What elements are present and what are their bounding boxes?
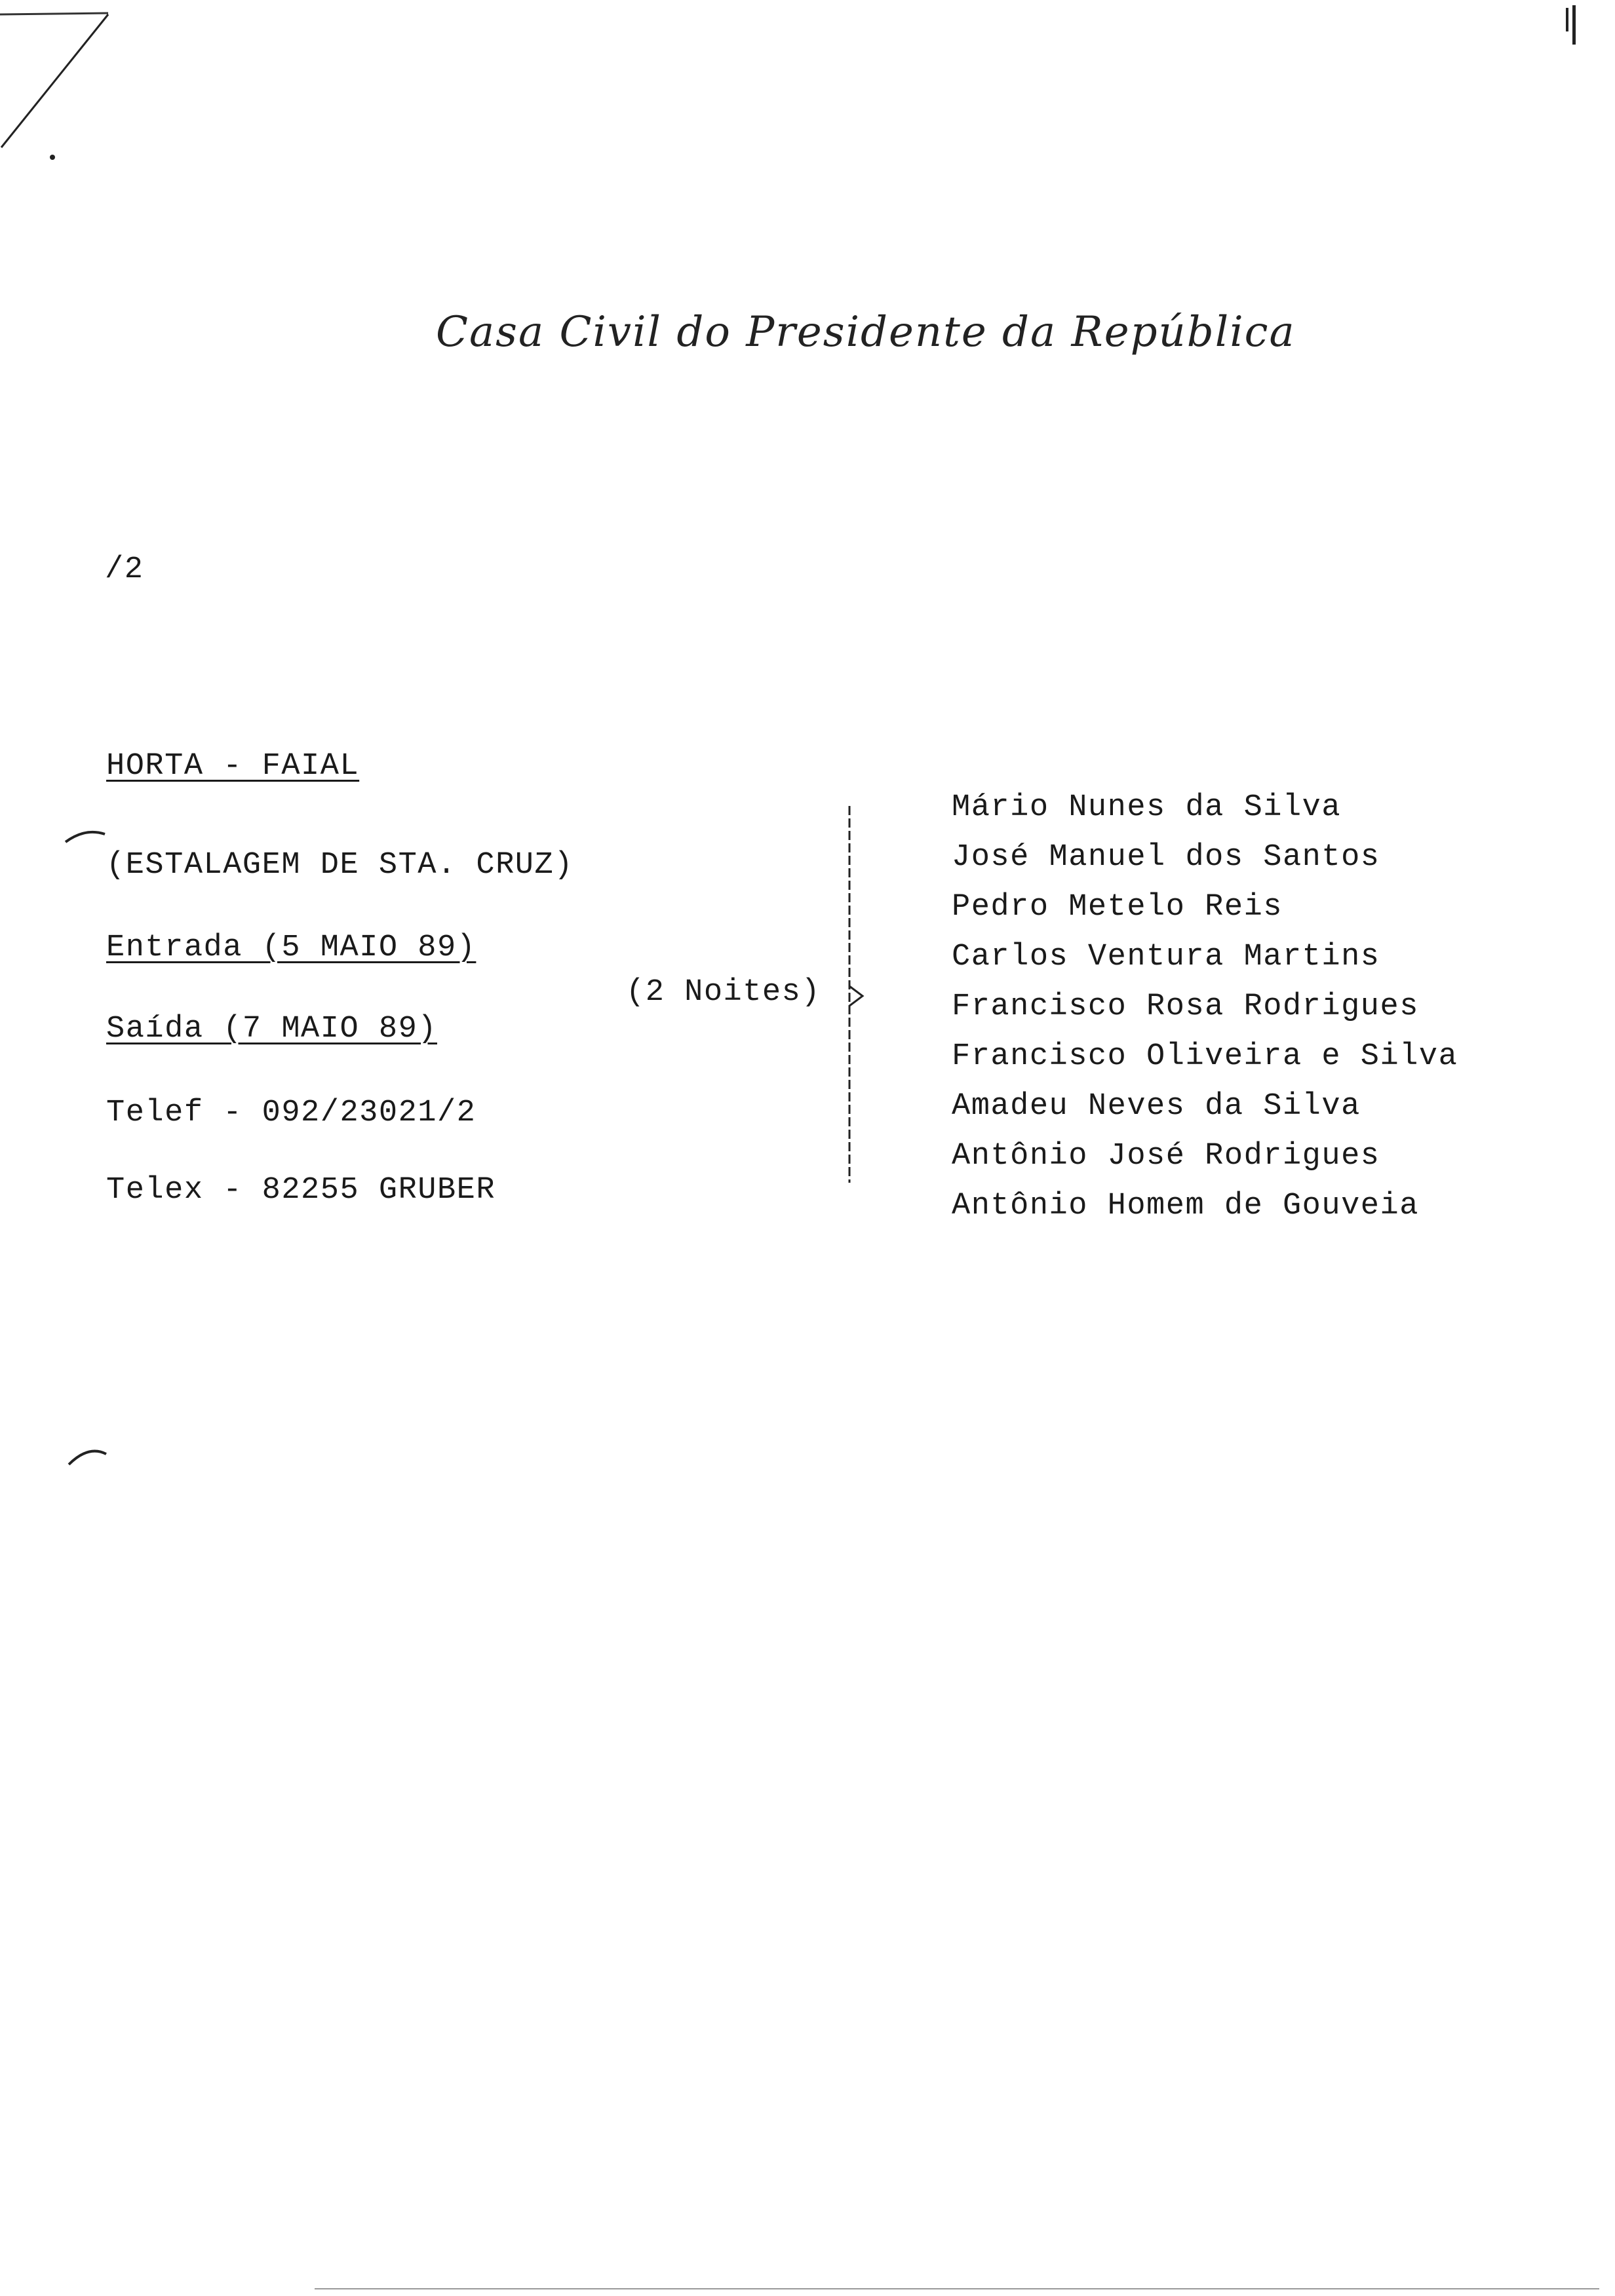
phone: Telef - 092/23021/2: [106, 1096, 477, 1130]
guest-name: José Manuel dos Santos: [952, 840, 1380, 875]
grouping-brace: [832, 806, 872, 1186]
margin-hook-mark: [66, 1438, 118, 1471]
corner-scan-mark: [0, 0, 131, 170]
letterhead-title: Casa Civil do Presidente da República: [436, 308, 1296, 356]
bottom-scan-line: [0, 2284, 1615, 2296]
guest-name: Antônio José Rodrigues: [952, 1139, 1380, 1174]
hotel-name: (ESTALAGEM DE STA. CRUZ): [106, 848, 574, 883]
guest-name: Amadeu Neves da Silva: [952, 1089, 1361, 1124]
guest-name: Mário Nunes da Silva: [952, 790, 1342, 825]
page-number: /2: [105, 552, 144, 587]
guest-name: Francisco Rosa Rodrigues: [952, 989, 1419, 1024]
telex: Telex - 82255 GRUBER: [106, 1173, 496, 1208]
margin-hook-mark: [62, 822, 115, 849]
stay-length: (2 Noites): [626, 975, 821, 1010]
guest-name: Pedro Metelo Reis: [952, 890, 1283, 925]
right-edge-scan-mark: [1563, 0, 1589, 170]
guest-name: Francisco Oliveira e Silva: [952, 1039, 1458, 1074]
guest-name: Antônio Homem de Gouveia: [952, 1189, 1419, 1223]
check-out: Saída (7 MAIO 89): [106, 1012, 437, 1046]
location: HORTA - FAIAL: [106, 749, 360, 784]
check-in: Entrada (5 MAIO 89): [106, 930, 477, 965]
guest-name: Carlos Ventura Martins: [952, 940, 1380, 974]
